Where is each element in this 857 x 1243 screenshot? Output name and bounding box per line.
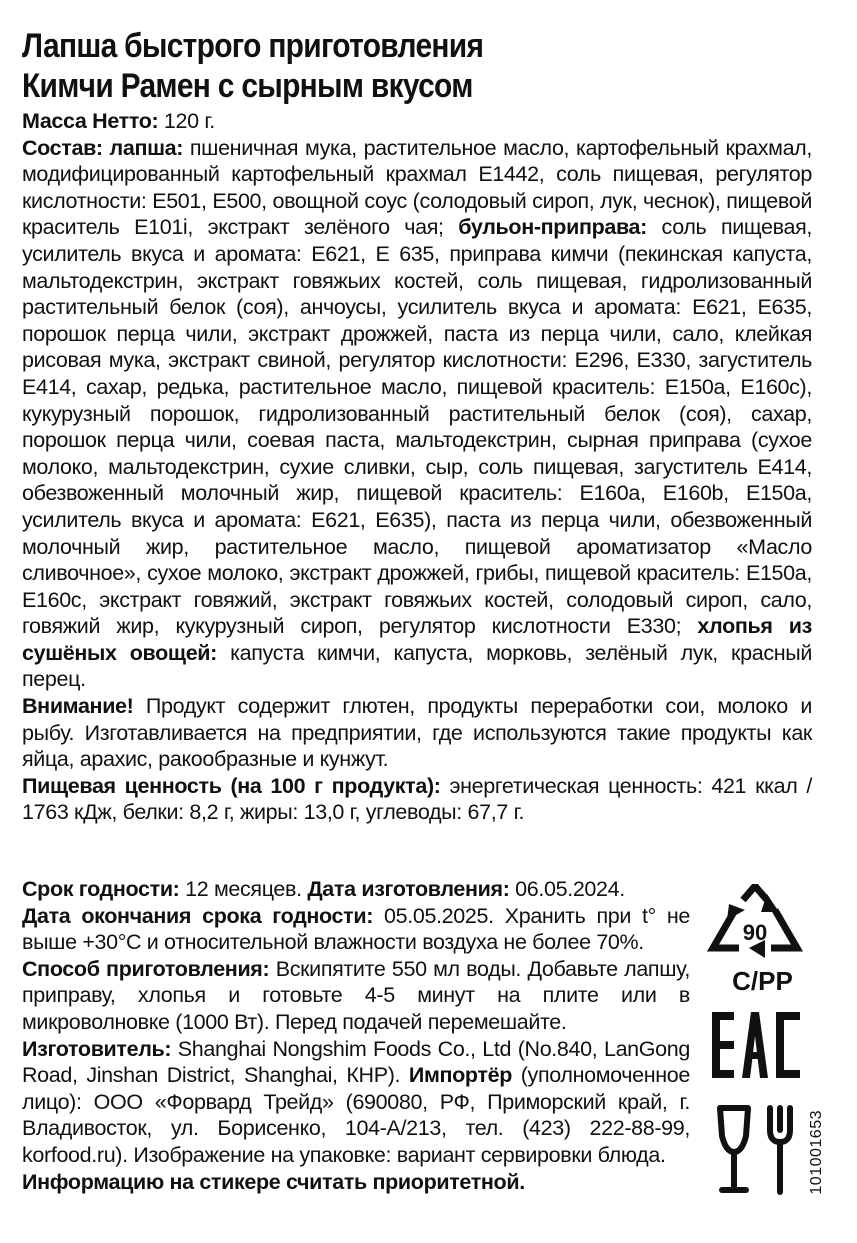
warning-label: Внимание! [22, 694, 134, 719]
nutrition [22, 773, 812, 826]
composition-label: Состав: лапша: [22, 135, 184, 160]
warning [22, 693, 812, 773]
shelf-life: Срок годности: 12 месяцев. Дата изготовления: 06.05.2024. [22, 877, 625, 901]
manufacturer: Изготовитель: Shanghai Nongshim Foods Co., Ltd (No.840, LanGong Road, Jinshan District, Shanghai, КНР). Импортёр (уполномоченное лицо): ООО «Форвард Трейд» (690080, РФ, Приморский край, г. Владивосток, ул. Борисенко, 104-А/213, тел. (423) 222-88-99, korfood.ru). Изображение на упаковке: вариант сервировки блюда. [22, 1036, 690, 1167]
nutrition-label: Пищевая ценность (на 100 г продукта): [22, 773, 441, 798]
label-lower-text [22, 876, 690, 1195]
composition-broth: соль пищевая, усилитель вкуса и аромата: E621, E 635, приправа кимчи (пекинская капуста, мальтодекстрин, экстракт говяжьих костей, соль пищевая, гидролизованный растительный белок (соя), анчоусы, усилитель вкуса и аромата: E621, E635, порошок перца чили, экстракт дрожжей, паста из перца чили, сало, клейкая рисовая мука, экстракт свиной, регулятор кислотности: E296, E330, загуститель E414, сахар, редька, растительное масло, пищевой краситель: E150a, E160c), кукурузный порошок, гидролизованный растительный белок (соя), сахар, порошок перца чили, соевая паста, мальтодекстрин, сырная приправа (сухое молоко, мальтодекстрин, сухие сливки, сыр, соль пищевая, загуститель E414, обезвоженный молочный жир, пищевой краситель: E160a, E160b, E150a, усилитель вкуса и аромата: E621, E635), паста из перца чили, обезвоженный молочный жир, растительное масло, пищевой ароматизатор «Масло сливочное», сухое молоко, экстракт дрожжей, грибы, пищевой краситель: E150a, E160c, экстракт говяжий, экстракт говяжьих костей, солодовый сироп, сало, говяжий жир, кукурузный сироп, регулятор кислотности E330; [22, 215, 812, 639]
recycle-number: 90 [742, 920, 768, 945]
eac-mark-icon [710, 1010, 802, 1080]
net-weight: Масса Нетто: 120 г. [22, 109, 215, 133]
recycle-code: C/PP [732, 966, 793, 996]
product-title-line2: Кимчи Рамен с сырным вкусом [22, 67, 473, 105]
flakes-label: хлопья из сушёных овощей: [22, 614, 812, 665]
label-upper-text [22, 108, 812, 826]
warning-text: Продукт содержит глютен, продукты переработки сои, молоко и рыбу. Изготавливается на предприятии, где используются такие продукты как яйца, арахис, ракообразные и кунжут. [22, 694, 812, 772]
recycle-icon [705, 884, 805, 964]
expiry: Дата окончания срока годности: 05.05.2025. Хранить при t° не выше +30°C и относительной влажности воздуха не более 70%. [22, 903, 690, 955]
preparation: Способ приготовления: Вскипятите 550 мл воды. Добавьте лапшу, приправу, хлопья и готовьте 4-5 минут на плите или в микроволновке (1000 Вт). Перед подачей перемешайте. [22, 956, 690, 1034]
product-title-line1: Лапша быстрого приготовления [22, 27, 484, 65]
sticker-note: Информацию на стикере считать приоритетной. [22, 1169, 525, 1194]
article-number: 101001653 [808, 1110, 825, 1195]
broth-label: бульон-приправа: [458, 215, 647, 240]
food-contact-icon [712, 1100, 802, 1200]
composition [22, 135, 812, 693]
nutrition-text: энергетическая ценность: 421 ккал / 1763 кДж, белки: 8,2 г, жиры: 13,0 г, углеводы: 67,7 г. [22, 773, 812, 825]
product-title [22, 26, 726, 106]
composition-flakes: капуста кимчи, капуста, морковь, зелёный лук, красный перец. [22, 640, 813, 692]
composition-noodles: пшеничная мука, растительное масло, картофельный крахмал, модифицированный картофельный крахмал E1442, соль пищевая, регулятор кислотности: E501, E500, овощной соус (солодовый сироп, лук, чеснок), пищевой краситель E101i, экстракт зелёного чая; [22, 135, 812, 240]
